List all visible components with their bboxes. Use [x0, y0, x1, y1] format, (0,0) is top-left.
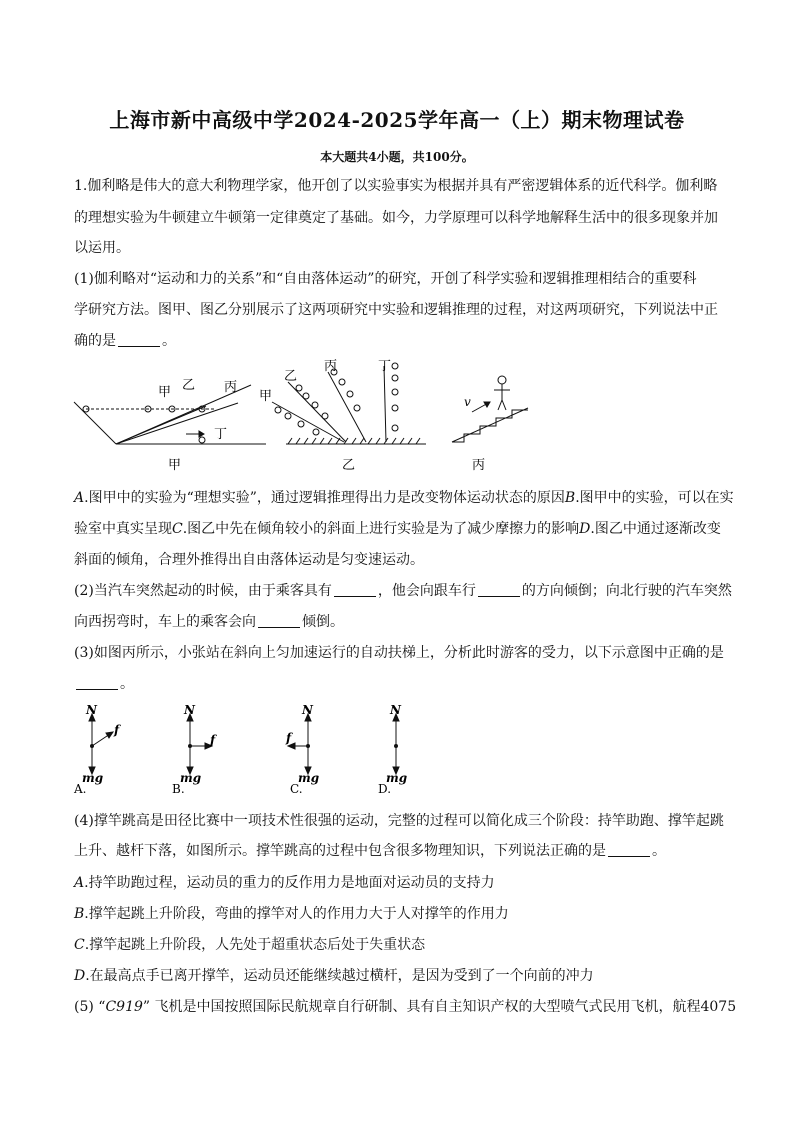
option-b-letter: B [564, 490, 576, 506]
option-b-letter: B [74, 906, 85, 922]
force-mg-a: mg [82, 771, 104, 785]
answer-blank [478, 582, 520, 597]
fig1-velocity-label: v [464, 395, 471, 409]
fig1-label-ding-2: 丁 [378, 359, 392, 374]
q1-intro-line-2: 的理想实验为牛顿建立牛顿第一定律奠定了基础。如今，力学原理可以科学地解释生活中的很多现象并加 [74, 210, 718, 226]
option-a-letter: A [74, 490, 85, 506]
q1-part5-rest: ” 飞机是中国按照国际民航规章自行研制、具有自主知识产权的大型喷气式民用飞机，航程4075 [142, 999, 737, 1015]
q1-part2-text-1: (2)当汽车突然起动的时候，由于乘客具有 [74, 583, 332, 599]
force-f-a: f [114, 723, 120, 737]
force-f-c: f [286, 731, 292, 745]
option-b-text-cont: 验室中真实呈现 [74, 521, 172, 537]
q1-part2-line-1 [74, 581, 732, 601]
q1-part1-line-2: 学研究方法。图甲、图乙分别展示了这两项研究中实验和逻辑推理的过程，对这两项研究，下列说法中正 [74, 302, 718, 318]
option-d-letter: D [74, 968, 86, 984]
option-a-letter: A [74, 875, 85, 891]
q1-part2-line-2 [74, 612, 344, 632]
answer-blank [118, 332, 160, 347]
diagram-label-b: B. [172, 782, 185, 796]
q1-part5-line-1 [74, 997, 736, 1017]
option-b-text: .撑竿起跳上升阶段，弯曲的撑竿对人的作用力大于人对撑竿的作用力 [84, 906, 509, 922]
option-c-letter: C [172, 521, 183, 537]
q1-part1-line-1: (1)伽利略对“运动和力的关系”和“自由落体运动”的研究，开创了科学实验和逻辑推理相结合的重要科 [74, 271, 697, 287]
q1-part4-option-b [74, 904, 509, 924]
diagram-label-a: A. [74, 782, 87, 796]
force-mg-c: mg [298, 771, 320, 785]
fig1-label-jia-2: 甲 [259, 389, 273, 404]
option-d-text: .图乙中通过逐渐改变 [590, 521, 721, 537]
q1-part3-line-1: (3)如图丙所示，小张站在斜向上匀加速运行的自动扶梯上，分析此时游客的受力，以下示意图中正确的是 [74, 645, 724, 661]
q1-part4-line-2: 上升、越杆下落，如图所示。撑竿跳高的过程中包含很多物理知识，下列说法正确的是 。 [74, 843, 666, 859]
force-mg-b: mg [180, 771, 202, 785]
option-a-text: .持竿助跑过程，运动员的重力的反作用力是地面对运动员的支持力 [84, 875, 495, 891]
q1-intro-line-3: 以运用。 [74, 240, 130, 256]
option-d-text: .在最高点手已离开撑竿，运动员还能继续越过横杆，是因为受到了一个向前的冲力 [85, 968, 594, 984]
q1-part4-option-c [74, 935, 425, 955]
answer-blank [258, 613, 300, 628]
force-N-c: N [302, 703, 313, 717]
option-c-text: .图乙中先在倾角较小的斜面上进行实验是为了减少摩擦力的影响 [182, 521, 580, 537]
option-c-letter: C [74, 937, 85, 953]
force-N-a: N [86, 703, 97, 717]
figure-bing-escalator [452, 376, 528, 442]
diagram-label-d: D. [378, 782, 392, 796]
fig1-label-bing-2: 丙 [324, 359, 338, 374]
q1-part1-options-line-2 [74, 519, 721, 539]
fig1-caption-jia: 甲 [168, 458, 182, 473]
fig1-label-yi: 乙 [182, 378, 196, 393]
fig1-caption-bing: 丙 [472, 458, 486, 473]
option-c-text: .撑竿起跳上升阶段，人先处于超重状态后处于失重状态 [84, 937, 426, 953]
answer-blank [608, 842, 650, 857]
fig1-label-jia: 甲 [158, 385, 172, 400]
q1-part2-text-3: 的方向倾倒；向北行驶的汽车突然 [521, 583, 732, 599]
q1-part2-text-2: ，他会向跟车行 [377, 583, 476, 599]
fig1-label-ding: 丁 [214, 427, 228, 442]
page-subtitle: 本大题共4小题，共100分。 [320, 150, 474, 164]
q1-intro-line-1: 1.伽利略是伟大的意大利物理学家，他开创了以实验事实为根据并具有严密逻辑体系的近代科学。伽利略 [74, 178, 718, 194]
answer-blank [334, 582, 376, 597]
option-a-text: .图甲中的实验为“理想实验”，通过逻辑推理得出力是改变物体运动状态的原因 [84, 490, 565, 506]
force-f-b: f [210, 733, 216, 747]
q1-part2-text-4: 向西拐弯时，车上的乘客会向 [74, 614, 256, 630]
page-title: 上海市新中高级中学2024-2025学年高一（上）期末物理试卷 [109, 108, 685, 132]
q1-part1-stem-end: 确的是 [74, 333, 116, 349]
fig1-label-bing: 丙 [224, 380, 238, 395]
figure-galileo [66, 358, 546, 478]
q1-part5-plane: C919 [105, 999, 143, 1015]
q1-part4-option-a [74, 873, 495, 893]
option-b-text: .图甲中的实验，可以在实 [575, 490, 734, 506]
q1-part4-stem-end: 上升、越杆下落，如图所示。撑竿跳高的过程中包含很多物理知识，下列说法正确的是 [74, 843, 606, 859]
answer-blank [76, 675, 118, 690]
figure-force-diagrams [70, 700, 430, 800]
fig1-caption-yi: 乙 [342, 458, 356, 473]
q1-part1-line-3: 确的是 。 [74, 333, 176, 349]
diagram-label-c: C. [290, 782, 303, 796]
option-d-letter: D [579, 521, 591, 537]
force-N-b: N [184, 703, 195, 717]
force-N-d: N [390, 703, 401, 717]
q1-part3-line-2: 。 [74, 674, 134, 694]
q1-part4-line-1: (4)撑竿跳高是田径比赛中一项技术性很强的运动，完整的过程可以简化成三个阶段：持竿助跑、撑竿起跳 [74, 813, 724, 829]
fig1-label-yi-2: 乙 [284, 369, 298, 384]
q1-part1-options-line-1 [74, 488, 734, 508]
q1-part1-options-line-3: 斜面的倾角，合理外推得出自由落体运动是匀变速运动。 [74, 552, 424, 568]
q1-part2-text-5: 倾倒。 [302, 614, 344, 630]
q1-part5-prefix: (5) “ [74, 999, 106, 1015]
q1-part4-option-d [74, 966, 594, 986]
force-mg-d: mg [386, 771, 408, 785]
